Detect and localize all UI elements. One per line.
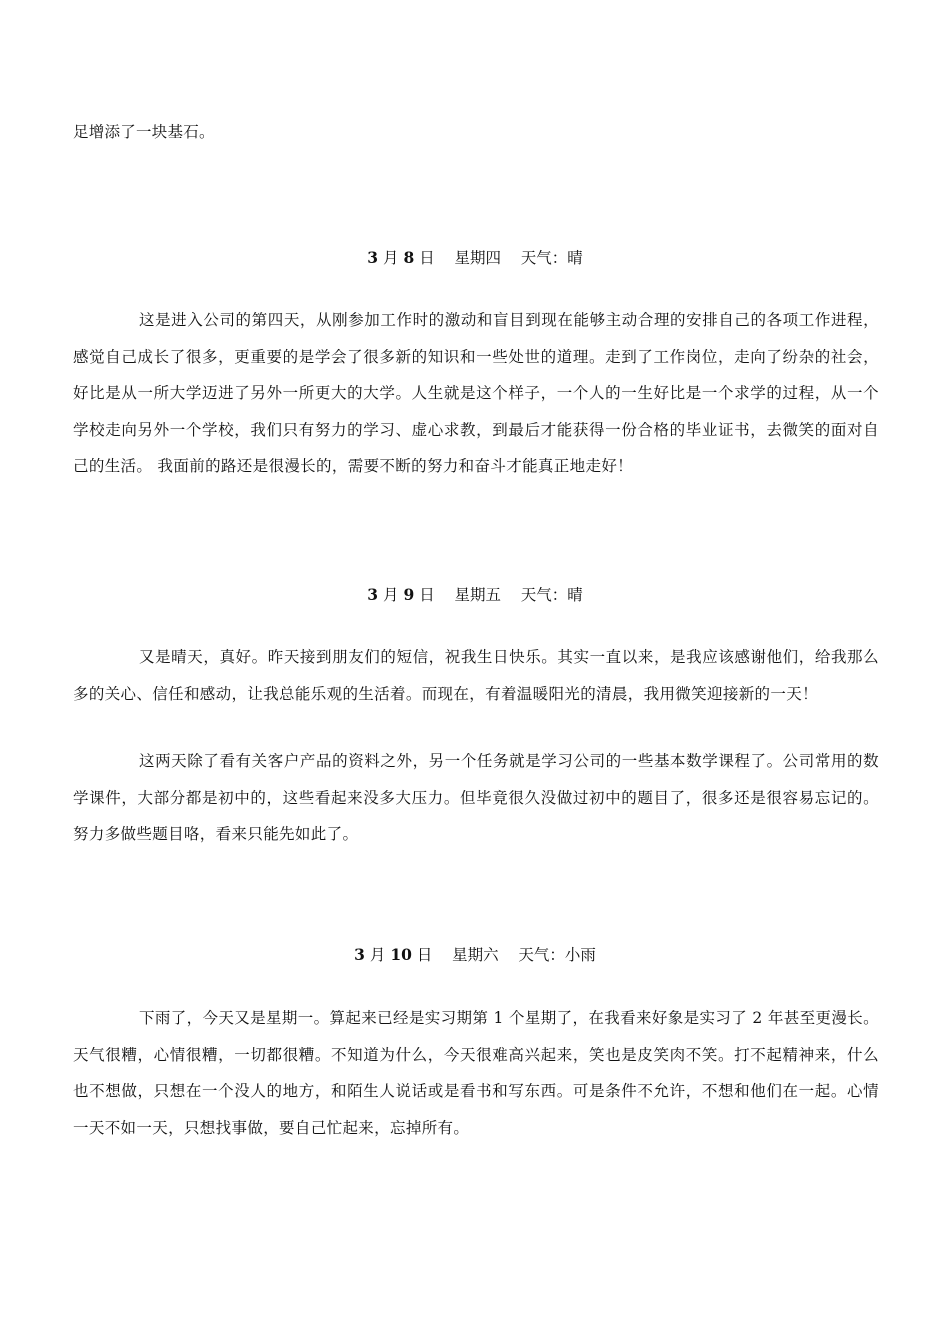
heading-weather: 天气：晴 xyxy=(520,586,583,604)
heading-day-unit: 日 xyxy=(419,249,435,267)
heading-day: 8 xyxy=(403,248,415,267)
heading-month: 3 xyxy=(367,585,379,604)
heading-day: 9 xyxy=(403,585,415,604)
heading-month-unit: 月 xyxy=(369,946,386,964)
heading-weekday: 星期五 xyxy=(454,586,501,604)
heading-month: 3 xyxy=(367,248,379,267)
heading-month-unit: 月 xyxy=(383,586,399,604)
entry-paragraph: 下雨了，今天又是星期一。算起来已经是实习期第 1 个星期了，在我看来好象是实习了 2 年甚至更漫长。天气很糟，心情很糟，一切都很糟。不知道为什么，今天很难高兴起来，笑也是皮笑肉不笑。打不起精神来，什么也不想做，只想在一个没人的地方，和陌生人说话或是看书和写东西。可是条件不允许，不想和他们在一起。心情一天不如一天，只想找事做，要自己忙起来，忘掉所有。 xyxy=(73,1009,879,1137)
heading-day: 10 xyxy=(390,945,412,964)
entry-paragraph: 又是晴天，真好。昨天接到朋友们的短信，祝我生日快乐。其实一直以来，是我应该感谢他们，给我那么多的关心、信任和感动，让我总能乐观的生活着。而现在，有着温暖阳光的清晨，我用微笑迎接新的一天！ xyxy=(73,648,879,703)
continuation-text: 足增添了一块基石。 xyxy=(73,123,215,141)
entry-heading-mar-10 xyxy=(0,945,950,965)
heading-weekday: 星期四 xyxy=(454,249,501,267)
entry-heading-mar-8 xyxy=(0,248,950,268)
heading-month: 3 xyxy=(354,945,365,964)
heading-weekday: 星期六 xyxy=(452,946,499,964)
heading-day-unit: 日 xyxy=(419,586,435,604)
heading-weather: 天气：小雨 xyxy=(518,946,596,964)
heading-month-unit: 月 xyxy=(383,249,399,267)
entry-heading-mar-9 xyxy=(0,585,950,605)
heading-day-unit: 日 xyxy=(416,946,433,964)
entry-paragraph: 这是进入公司的第四天，从刚参加工作时的激动和盲目到现在能够主动合理的安排自己的各项工作进程，感觉自己成长了很多，更重要的是学会了很多新的知识和一些处世的道理。走到了工作岗位，走向了纷杂的社会，好比是从一所大学迈进了另外一所更大的大学。人生就是这个样子，一个人的一生好比是一个求学的过程，从一个学校走向另外一个学校，我们只有努力的学习、虚心求教，到最后才能获得一份合格的毕业证书，去微笑的面对自己的生活。 我面前的路还是很漫长的，需要不断的努力和奋斗才能真正地走好！ xyxy=(73,311,879,475)
entry-paragraph: 这两天除了看有关客户产品的资料之外，另一个任务就是学习公司的一些基本数学课程了。公司常用的数学课件，大部分都是初中的，这些看起来没多大压力。但毕竟很久没做过初中的题目了，很多还是很容易忘记的。努力多做些题目咯，看来只能先如此了。 xyxy=(73,752,879,843)
heading-weather: 天气：晴 xyxy=(520,249,583,267)
